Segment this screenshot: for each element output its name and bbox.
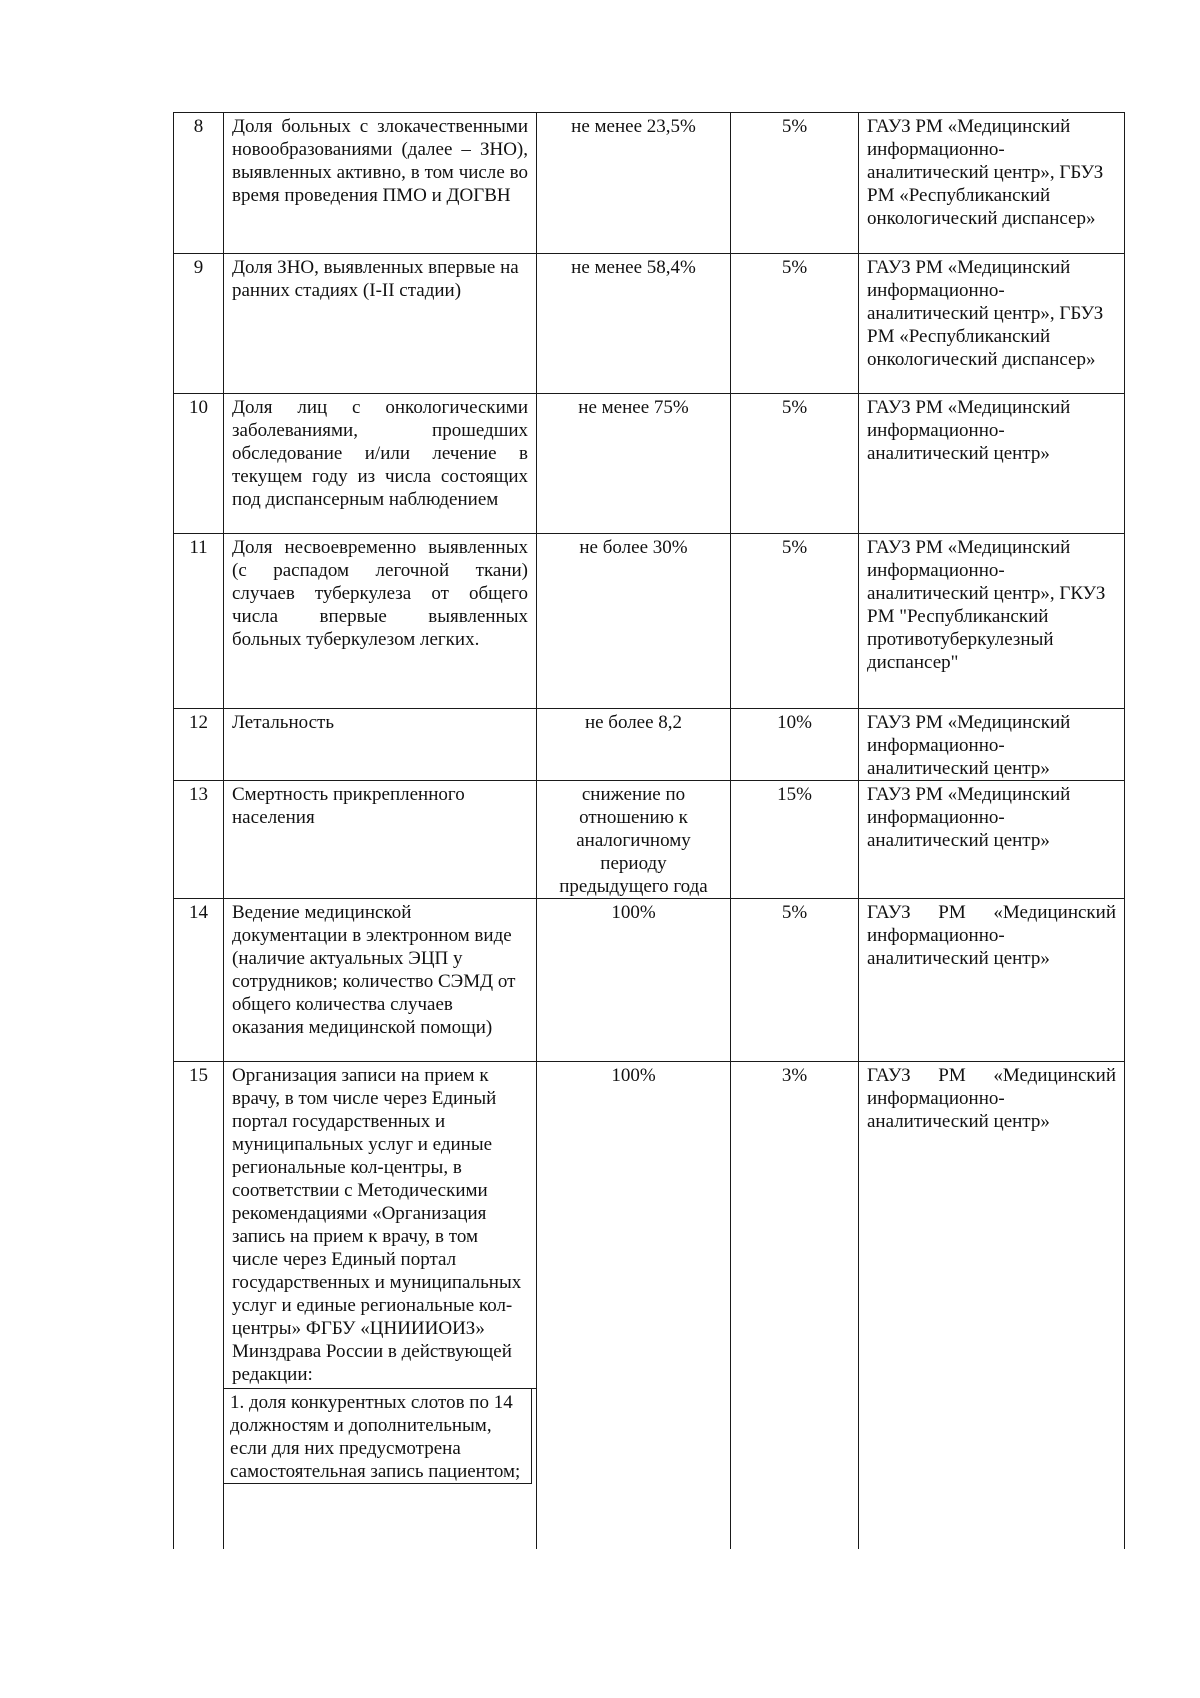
indicator-name: Доля лиц с онкологическими заболеваниями, прошедших обследование и/или лечение в текущем году из числа состоящих под диспансерным наблюдением xyxy=(224,394,537,534)
weight-value: 3% xyxy=(731,1062,859,1550)
data-source: ГАУЗ РМ «Медицинский информационно-аналитический центр», ГБУЗ РМ «Республиканский онкологический диспансер» xyxy=(859,113,1125,254)
data-source: ГАУЗ РМ «Медицинский информационно-аналитический центр» xyxy=(859,394,1125,534)
table-row xyxy=(174,781,1125,899)
table-row xyxy=(174,899,1125,1062)
weight-value: 5% xyxy=(731,113,859,254)
weight-value: 15% xyxy=(731,781,859,899)
target-value: не менее 58,4% xyxy=(537,254,731,394)
table-row xyxy=(174,534,1125,709)
indicator-name: Организация записи на прием к врачу, в том числе через Единый портал государственных и муниципальных услуг и единые региональные кол-центры, в соответствии с Методическими рекомендациями «Организация запись на прием к врачу, в том числе через Единый портал государственных и муниципальных услуг и единые региональные кол-центры» ФГБУ «ЦНИИИОИЗ» Минздрава России в действующей редакции: xyxy=(224,1062,536,1389)
weight-value: 5% xyxy=(731,254,859,394)
data-source: ГАУЗ РМ «Медицинский информационно-аналитический центр» xyxy=(859,1062,1125,1550)
data-source: ГАУЗ РМ «Медицинский информационно-аналитический центр» xyxy=(859,709,1125,781)
data-source: ГАУЗ РМ «Медицинский информационно-аналитический центр» xyxy=(859,781,1125,899)
table-row xyxy=(174,709,1125,781)
target-value: снижение по отношению к аналогичному периоду предыдущего года xyxy=(537,781,731,899)
weight-value: 10% xyxy=(731,709,859,781)
row-number: 12 xyxy=(174,709,224,781)
row-number: 15 xyxy=(174,1062,224,1550)
data-source: ГАУЗ РМ «Медицинский информационно-аналитический центр», ГКУЗ РМ "Республиканский противотуберкулезный диспансер" xyxy=(859,534,1125,709)
row-number: 9 xyxy=(174,254,224,394)
target-value: не более 30% xyxy=(537,534,731,709)
indicator-name: Доля больных с злокачественными новообразованиями (далее – ЗНО), выявленных активно, в том числе во время проведения ПМО и ДОГВН xyxy=(224,113,537,254)
target-value: не менее 23,5% xyxy=(537,113,731,254)
indicator-name-cell xyxy=(224,1062,537,1550)
indicators-table xyxy=(173,112,1125,1549)
indicator-name: Летальность xyxy=(224,709,537,781)
row-number: 10 xyxy=(174,394,224,534)
indicator-name: Смертность прикрепленного населения xyxy=(224,781,537,899)
weight-value: 5% xyxy=(731,394,859,534)
target-value: не более 8,2 xyxy=(537,709,731,781)
target-value: 100% xyxy=(537,1062,731,1550)
row-number: 11 xyxy=(174,534,224,709)
sub-indicator: 1. доля конкурентных слотов по 14 должностям и дополнительным, если для них предусмотрена самостоятельная запись пациентом; xyxy=(224,1389,533,1484)
data-source: ГАУЗ РМ «Медицинский информационно-аналитический центр», ГБУЗ РМ «Республиканский онкологический диспансер» xyxy=(859,254,1125,394)
table-row xyxy=(174,1062,1125,1550)
row-number: 13 xyxy=(174,781,224,899)
row-number: 8 xyxy=(174,113,224,254)
indicator-name: Ведение медицинской документации в электронном виде (наличие актуальных ЭЦП у сотрудников; количество СЭМД от общего количества случаев оказания медицинской помощи) xyxy=(224,899,537,1062)
data-source: ГАУЗ РМ «Медицинский информационно-аналитический центр» xyxy=(859,899,1125,1062)
row-number: 14 xyxy=(174,899,224,1062)
weight-value: 5% xyxy=(731,899,859,1062)
indicator-name: Доля ЗНО, выявленных впервые на ранних стадиях (I-II стадии) xyxy=(224,254,537,394)
table-row xyxy=(174,254,1125,394)
weight-value: 5% xyxy=(731,534,859,709)
table-row xyxy=(174,113,1125,254)
target-value: 100% xyxy=(537,899,731,1062)
target-value: не менее 75% xyxy=(537,394,731,534)
indicator-name: Доля несвоевременно выявленных (с распадом легочной ткани) случаев туберкулеза от общего числа впервые выявленных больных туберкулезом легких. xyxy=(224,534,537,709)
table-row xyxy=(174,394,1125,534)
